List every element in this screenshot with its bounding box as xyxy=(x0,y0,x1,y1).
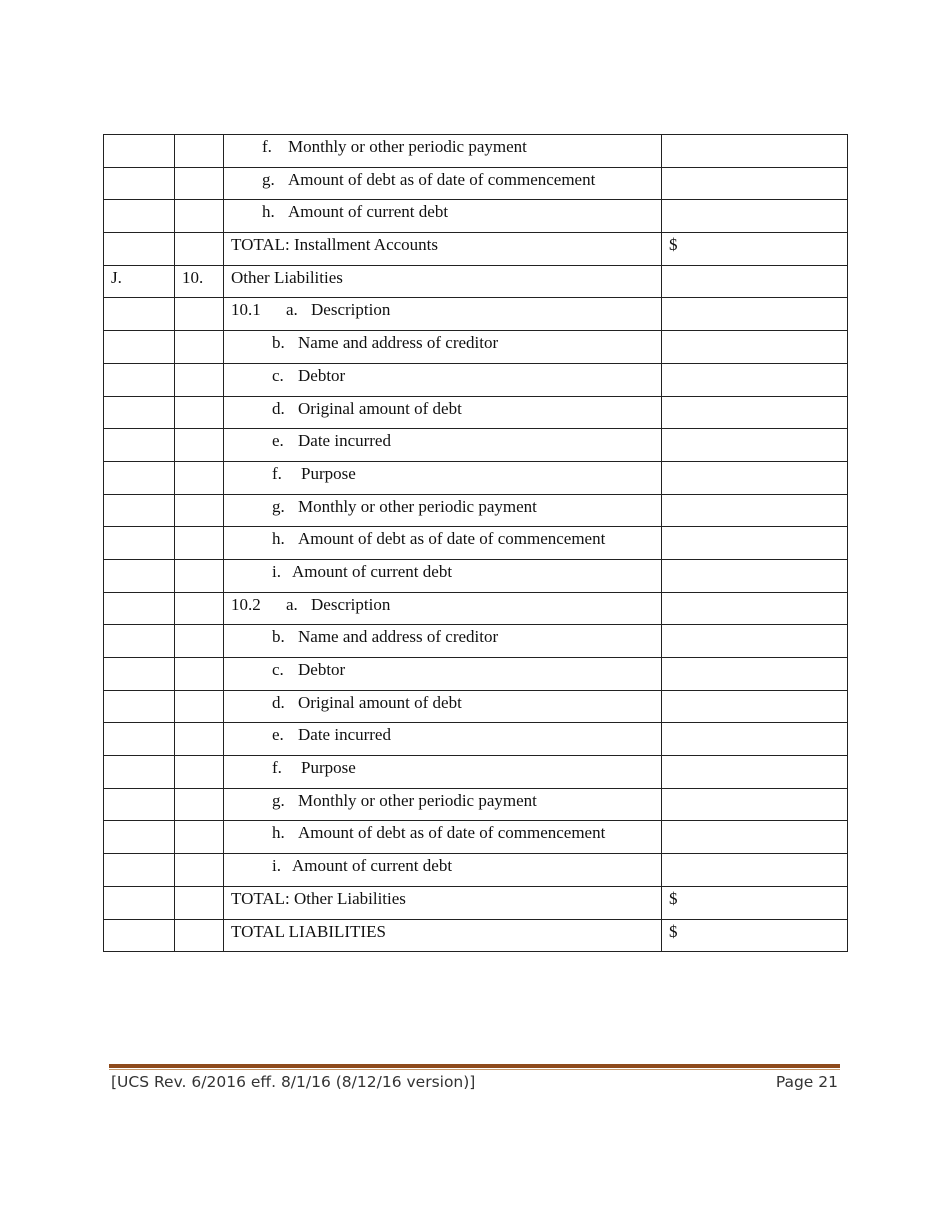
liabilities-table xyxy=(103,134,848,952)
label-cell xyxy=(224,298,662,331)
total-label: TOTAL: Installment Accounts xyxy=(224,233,662,266)
item-cell xyxy=(175,919,224,952)
table-row xyxy=(104,265,848,298)
item-cell xyxy=(175,821,224,854)
label-cell xyxy=(224,658,662,691)
sub-item-number: 10.2 xyxy=(231,594,261,614)
item-letter: f. xyxy=(272,463,282,483)
item-letter: b. xyxy=(272,627,285,647)
item-label: Date incurred xyxy=(298,431,391,451)
value-cell[interactable] xyxy=(662,331,848,364)
item-label: Purpose xyxy=(301,758,356,778)
table-row xyxy=(104,527,848,560)
section-cell xyxy=(104,494,175,527)
item-letter: d. xyxy=(272,692,285,712)
label-cell xyxy=(224,135,662,168)
value-cell[interactable] xyxy=(662,788,848,821)
table-row xyxy=(104,200,848,233)
table-row xyxy=(104,592,848,625)
item-cell xyxy=(175,461,224,494)
item-label: Monthly or other periodic payment xyxy=(298,496,537,516)
label-cell xyxy=(224,331,662,364)
item-letter: a. xyxy=(286,300,298,320)
section-cell xyxy=(104,690,175,723)
item-letter: c. xyxy=(272,660,284,679)
value-cell[interactable] xyxy=(662,265,848,298)
label-cell xyxy=(224,788,662,821)
item-cell xyxy=(175,559,224,592)
section-cell xyxy=(104,527,175,560)
table-row xyxy=(104,723,848,756)
footer-divider-thin xyxy=(109,1069,840,1070)
label-cell xyxy=(224,494,662,527)
item-letter: b. xyxy=(272,333,285,353)
item-label: Monthly or other periodic payment xyxy=(288,137,527,156)
item-cell xyxy=(175,592,224,625)
table-row xyxy=(104,298,848,331)
table-row xyxy=(104,167,848,200)
item-cell xyxy=(175,200,224,233)
label-cell xyxy=(224,690,662,723)
section-cell xyxy=(104,396,175,429)
value-cell[interactable] xyxy=(662,135,848,168)
item-label: Original amount of debt xyxy=(298,398,462,418)
item-label: Amount of debt as of date of commencement xyxy=(288,169,596,189)
table-row xyxy=(104,363,848,396)
item-letter: a. xyxy=(286,594,298,614)
total-value[interactable]: $ xyxy=(662,886,848,919)
item-letter: h. xyxy=(272,823,285,843)
value-cell[interactable] xyxy=(662,167,848,200)
item-cell xyxy=(175,723,224,756)
label-cell xyxy=(224,756,662,789)
section-cell xyxy=(104,363,175,396)
item-label: Amount of current debt xyxy=(292,561,453,581)
table-row xyxy=(104,429,848,462)
table-row xyxy=(104,396,848,429)
item-label: Amount of current debt xyxy=(292,856,453,876)
item-label: Description xyxy=(311,300,391,320)
table-row xyxy=(104,788,848,821)
item-letter: g. xyxy=(272,496,285,516)
item-cell xyxy=(175,429,224,462)
item-cell xyxy=(175,886,224,919)
label-cell xyxy=(224,854,662,887)
item-label: Debtor xyxy=(298,365,346,385)
value-cell[interactable] xyxy=(662,429,848,462)
table-row xyxy=(104,559,848,592)
item-cell xyxy=(175,135,224,168)
item-letter: i. xyxy=(272,856,281,876)
section-cell xyxy=(104,331,175,364)
item-cell xyxy=(175,854,224,887)
section-cell xyxy=(104,167,175,200)
section-cell xyxy=(104,723,175,756)
total-label: TOTAL LIABILITIES xyxy=(224,919,662,952)
value-cell[interactable] xyxy=(662,821,848,854)
section-cell xyxy=(104,854,175,887)
item-letter: d. xyxy=(272,398,285,418)
item-letter: f. xyxy=(272,758,282,778)
table-row xyxy=(104,886,848,919)
section-cell xyxy=(104,886,175,919)
footer-divider xyxy=(109,1064,840,1068)
item-cell xyxy=(175,233,224,266)
item-label: Amount of debt as of date of commencement xyxy=(298,529,606,549)
item-label: Name and address of creditor xyxy=(298,627,499,647)
label-cell xyxy=(224,429,662,462)
section-cell xyxy=(104,461,175,494)
value-cell[interactable] xyxy=(662,461,848,494)
total-value[interactable]: $ xyxy=(662,919,848,952)
item-letter: h. xyxy=(272,529,285,549)
item-label: Amount of debt as of date of commencement xyxy=(298,823,606,843)
item-letter: e. xyxy=(272,725,284,745)
item-label: Name and address of creditor xyxy=(298,333,499,353)
value-cell[interactable] xyxy=(662,494,848,527)
value-cell[interactable] xyxy=(662,854,848,887)
item-label: Original amount of debt xyxy=(298,692,462,712)
section-cell xyxy=(104,919,175,952)
item-letter: f. xyxy=(262,137,272,156)
footer-revision: [UCS Rev. 6/2016 eff. 8/1/16 (8/12/16 version)] xyxy=(111,1073,476,1091)
label-cell xyxy=(224,200,662,233)
page-number: Page 21 xyxy=(775,1073,838,1091)
table-row xyxy=(104,331,848,364)
item-label: Description xyxy=(311,594,391,614)
table-row xyxy=(104,494,848,527)
table-row xyxy=(104,461,848,494)
item-cell: 10. xyxy=(175,265,224,298)
table-row xyxy=(104,233,848,266)
table-row xyxy=(104,854,848,887)
item-cell xyxy=(175,658,224,691)
value-cell[interactable] xyxy=(662,396,848,429)
item-label: Date incurred xyxy=(298,725,391,745)
section-cell xyxy=(104,429,175,462)
section-cell xyxy=(104,756,175,789)
item-cell xyxy=(175,625,224,658)
sub-item-number: 10.1 xyxy=(231,300,261,320)
label-cell xyxy=(224,625,662,658)
value-cell[interactable] xyxy=(662,363,848,396)
value-cell[interactable] xyxy=(662,298,848,331)
section-cell xyxy=(104,592,175,625)
section-cell xyxy=(104,559,175,592)
section-cell: J. xyxy=(104,265,175,298)
section-heading: Other Liabilities xyxy=(224,265,662,298)
table-row xyxy=(104,821,848,854)
section-cell xyxy=(104,200,175,233)
label-cell xyxy=(224,723,662,756)
item-label: Purpose xyxy=(301,463,356,483)
item-letter: h. xyxy=(262,202,275,222)
label-cell xyxy=(224,821,662,854)
value-cell[interactable] xyxy=(662,756,848,789)
item-label: Monthly or other periodic payment xyxy=(298,790,537,810)
item-cell xyxy=(175,396,224,429)
label-cell xyxy=(224,363,662,396)
item-cell xyxy=(175,298,224,331)
item-letter: i. xyxy=(272,561,281,581)
table-row xyxy=(104,625,848,658)
value-cell[interactable] xyxy=(662,658,848,691)
total-label: TOTAL: Other Liabilities xyxy=(224,886,662,919)
section-cell xyxy=(104,135,175,168)
table-row xyxy=(104,919,848,952)
section-cell xyxy=(104,298,175,331)
value-cell[interactable] xyxy=(662,200,848,233)
value-cell[interactable] xyxy=(662,559,848,592)
value-cell[interactable] xyxy=(662,625,848,658)
table-row xyxy=(104,658,848,691)
value-cell[interactable] xyxy=(662,527,848,560)
table-row xyxy=(104,135,848,168)
label-cell xyxy=(224,167,662,200)
total-value[interactable]: $ xyxy=(662,233,848,266)
item-letter: e. xyxy=(272,431,284,451)
item-cell xyxy=(175,756,224,789)
item-cell xyxy=(175,167,224,200)
value-cell[interactable] xyxy=(662,723,848,756)
section-cell xyxy=(104,788,175,821)
item-cell xyxy=(175,690,224,723)
item-letter: g. xyxy=(262,169,275,189)
label-cell xyxy=(224,396,662,429)
item-cell xyxy=(175,788,224,821)
section-cell xyxy=(104,625,175,658)
item-letter: g. xyxy=(272,790,285,810)
label-cell xyxy=(224,592,662,625)
item-cell xyxy=(175,527,224,560)
section-cell xyxy=(104,658,175,691)
item-letter: c. xyxy=(272,365,284,385)
value-cell[interactable] xyxy=(662,690,848,723)
section-cell xyxy=(104,233,175,266)
item-cell xyxy=(175,331,224,364)
label-cell xyxy=(224,559,662,592)
value-cell[interactable] xyxy=(662,592,848,625)
item-cell xyxy=(175,494,224,527)
item-cell xyxy=(175,363,224,396)
item-label: Amount of current debt xyxy=(288,202,449,222)
label-cell xyxy=(224,527,662,560)
table-row xyxy=(104,690,848,723)
item-label: Debtor xyxy=(298,660,346,679)
table-row xyxy=(104,756,848,789)
section-cell xyxy=(104,821,175,854)
label-cell xyxy=(224,461,662,494)
